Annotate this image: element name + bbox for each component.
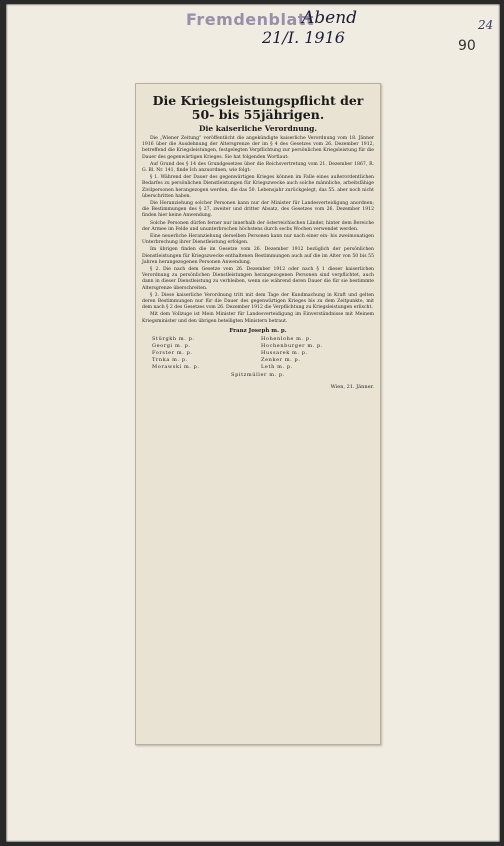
- article-paragraph: Mit dem Vollzuge ist Mein Minister für Landesverteidigung im Einverständnisse mit Meinem Kriegsminister und den übrigen beteiligten Ministern betraut.: [142, 312, 374, 324]
- minister-signature: Zenker m. p.: [261, 356, 301, 363]
- minister-signature: Stürgkh m. p.: [152, 335, 195, 342]
- minister-signatures: [152, 336, 364, 371]
- article-paragraph: Auf Grund des § 14 des Grundgesetzes über die Reichsvertretung vom 21. Dezember 1867, R. G. Bl. Nr. 141, finde Ich anzuordnen, wie folgt:: [142, 161, 374, 174]
- article-paragraph: Im übrigen finden die im Gesetze vom 26. Dezember 1912 bezüglich der persönlichen Dienstleistungen für Kriegszwecke enthaltenen Bestimmungen auch auf die im Alter von 50 bis 55 Jahren herangezogenen Personen Anwendung.: [142, 247, 374, 265]
- minister-signature: Hohenlohe m. p.: [261, 335, 312, 342]
- emperor-signature: Franz Joseph m. p.: [229, 327, 287, 334]
- minister-signature: Leth m. p.: [261, 363, 293, 370]
- minister-signature: Spitzmüller m. p.: [231, 371, 285, 378]
- minister-signature: Hochenburger m. p.: [261, 342, 324, 349]
- article-paragraph: § 1. Während der Dauer des gegenwärtigen Krieges können im Falle eines außerordentlichen Bedarfes zu persönlichen Dienstleistungen für Kriegszwecke auch solche männliche, arbeitsfähige Zivilpersonen herangezogen werden, die das 50. Lebensjahr zurückgelegt, das 55. aber noch nicht überschritten haben.: [142, 175, 374, 199]
- clipping-content: [142, 90, 374, 390]
- handwritten-edition: Abend: [302, 8, 358, 28]
- minister-signature: Morawski m. p.: [152, 363, 200, 370]
- newspaper-clipping: [135, 83, 381, 745]
- archive-sheet: [6, 4, 500, 842]
- article-paragraph: Eine neuerliche Heranziehung derselben Personen kann nur nach einer ein- bis zweimonatigen Unterbrechung ihrer Dienstleistung erfolgen.: [142, 234, 374, 246]
- minister-signature: Forster m. p.: [152, 349, 193, 356]
- article-paragraph: § 3. Diese kaiserliche Verordnung tritt mit dem Tage der Kundmachung in Kraft und gelten deren Bestimmungen nur für die Dauer des gegenwärtigen Krieges bis zu dem Zeitpunkte, mit dem nach § 2 des Gesetzes vom 26. Dezember 1912 die Verpflichtung zu Kriegsleistungen erlischt.: [142, 292, 374, 311]
- page-number: 90: [458, 38, 476, 54]
- article-paragraph: Solche Personen dürfen ferner nur innerhalb der österreichischen Länder, hinter dem Bereiche der Armee im Felde und ununterbrochen höchstens durch sechs Wochen verwendet werden.: [142, 220, 374, 232]
- article-paragraph: § 2. Die nach dem Gesetze vom 26. Dezember 1912 oder nach § 1 dieser kaiserlichen Verordnung zu persönlichen Dienstleistungen herangezogenen Personen sind verpflichtet, auch dann in dieser Dienstleistung zu verbleiben, wenn sie während deren Dauer die für sie bestimmte Altersgrenze überschreiten.: [142, 267, 374, 291]
- article-subheadline: Die kaiserliche Verordnung.: [199, 124, 317, 133]
- article-paragraph: Die Heranziehung solcher Personen kann nur der Minister für Landesverteidigung anordnen; die Bestimmungen des § 27, zweiter und dritter Absatz, des Gesetzes vom 26. Dezember 1912 finden hier keine Anwendung.: [142, 201, 374, 219]
- article-paragraph: Die „Wiener Zeitung“ veröffentlicht die angekündigte kaiserliche Verordnung vom 18. Jänner 1916 über die Ausdehnung der Altersgrenze der im § 4 des Gesetzes vom 26. Dezember 1912, betreffend die Kriegsleistungen, festgelegten Verpflichtung zur persönlichen Kriegsleistung für die Dauer des gegenwärtigen Krieges. Sie hat folgenden Wortlaut:: [142, 136, 374, 160]
- corner-note: 24: [478, 18, 494, 32]
- article-headline: Die Kriegsleistungspflicht der 50- bis 55jährigen.: [152, 93, 364, 122]
- minister-signature: Trnka m. p.: [152, 356, 188, 363]
- newspaper-stamp: Fremdenblatt: [186, 10, 315, 29]
- minister-signature: Georgi m. p.: [152, 342, 191, 349]
- minister-signature: Hussarek m. p.: [261, 349, 308, 356]
- place-date: Wien, 21. Jänner.: [330, 383, 374, 390]
- handwritten-date: 21/I. 1916: [262, 28, 345, 47]
